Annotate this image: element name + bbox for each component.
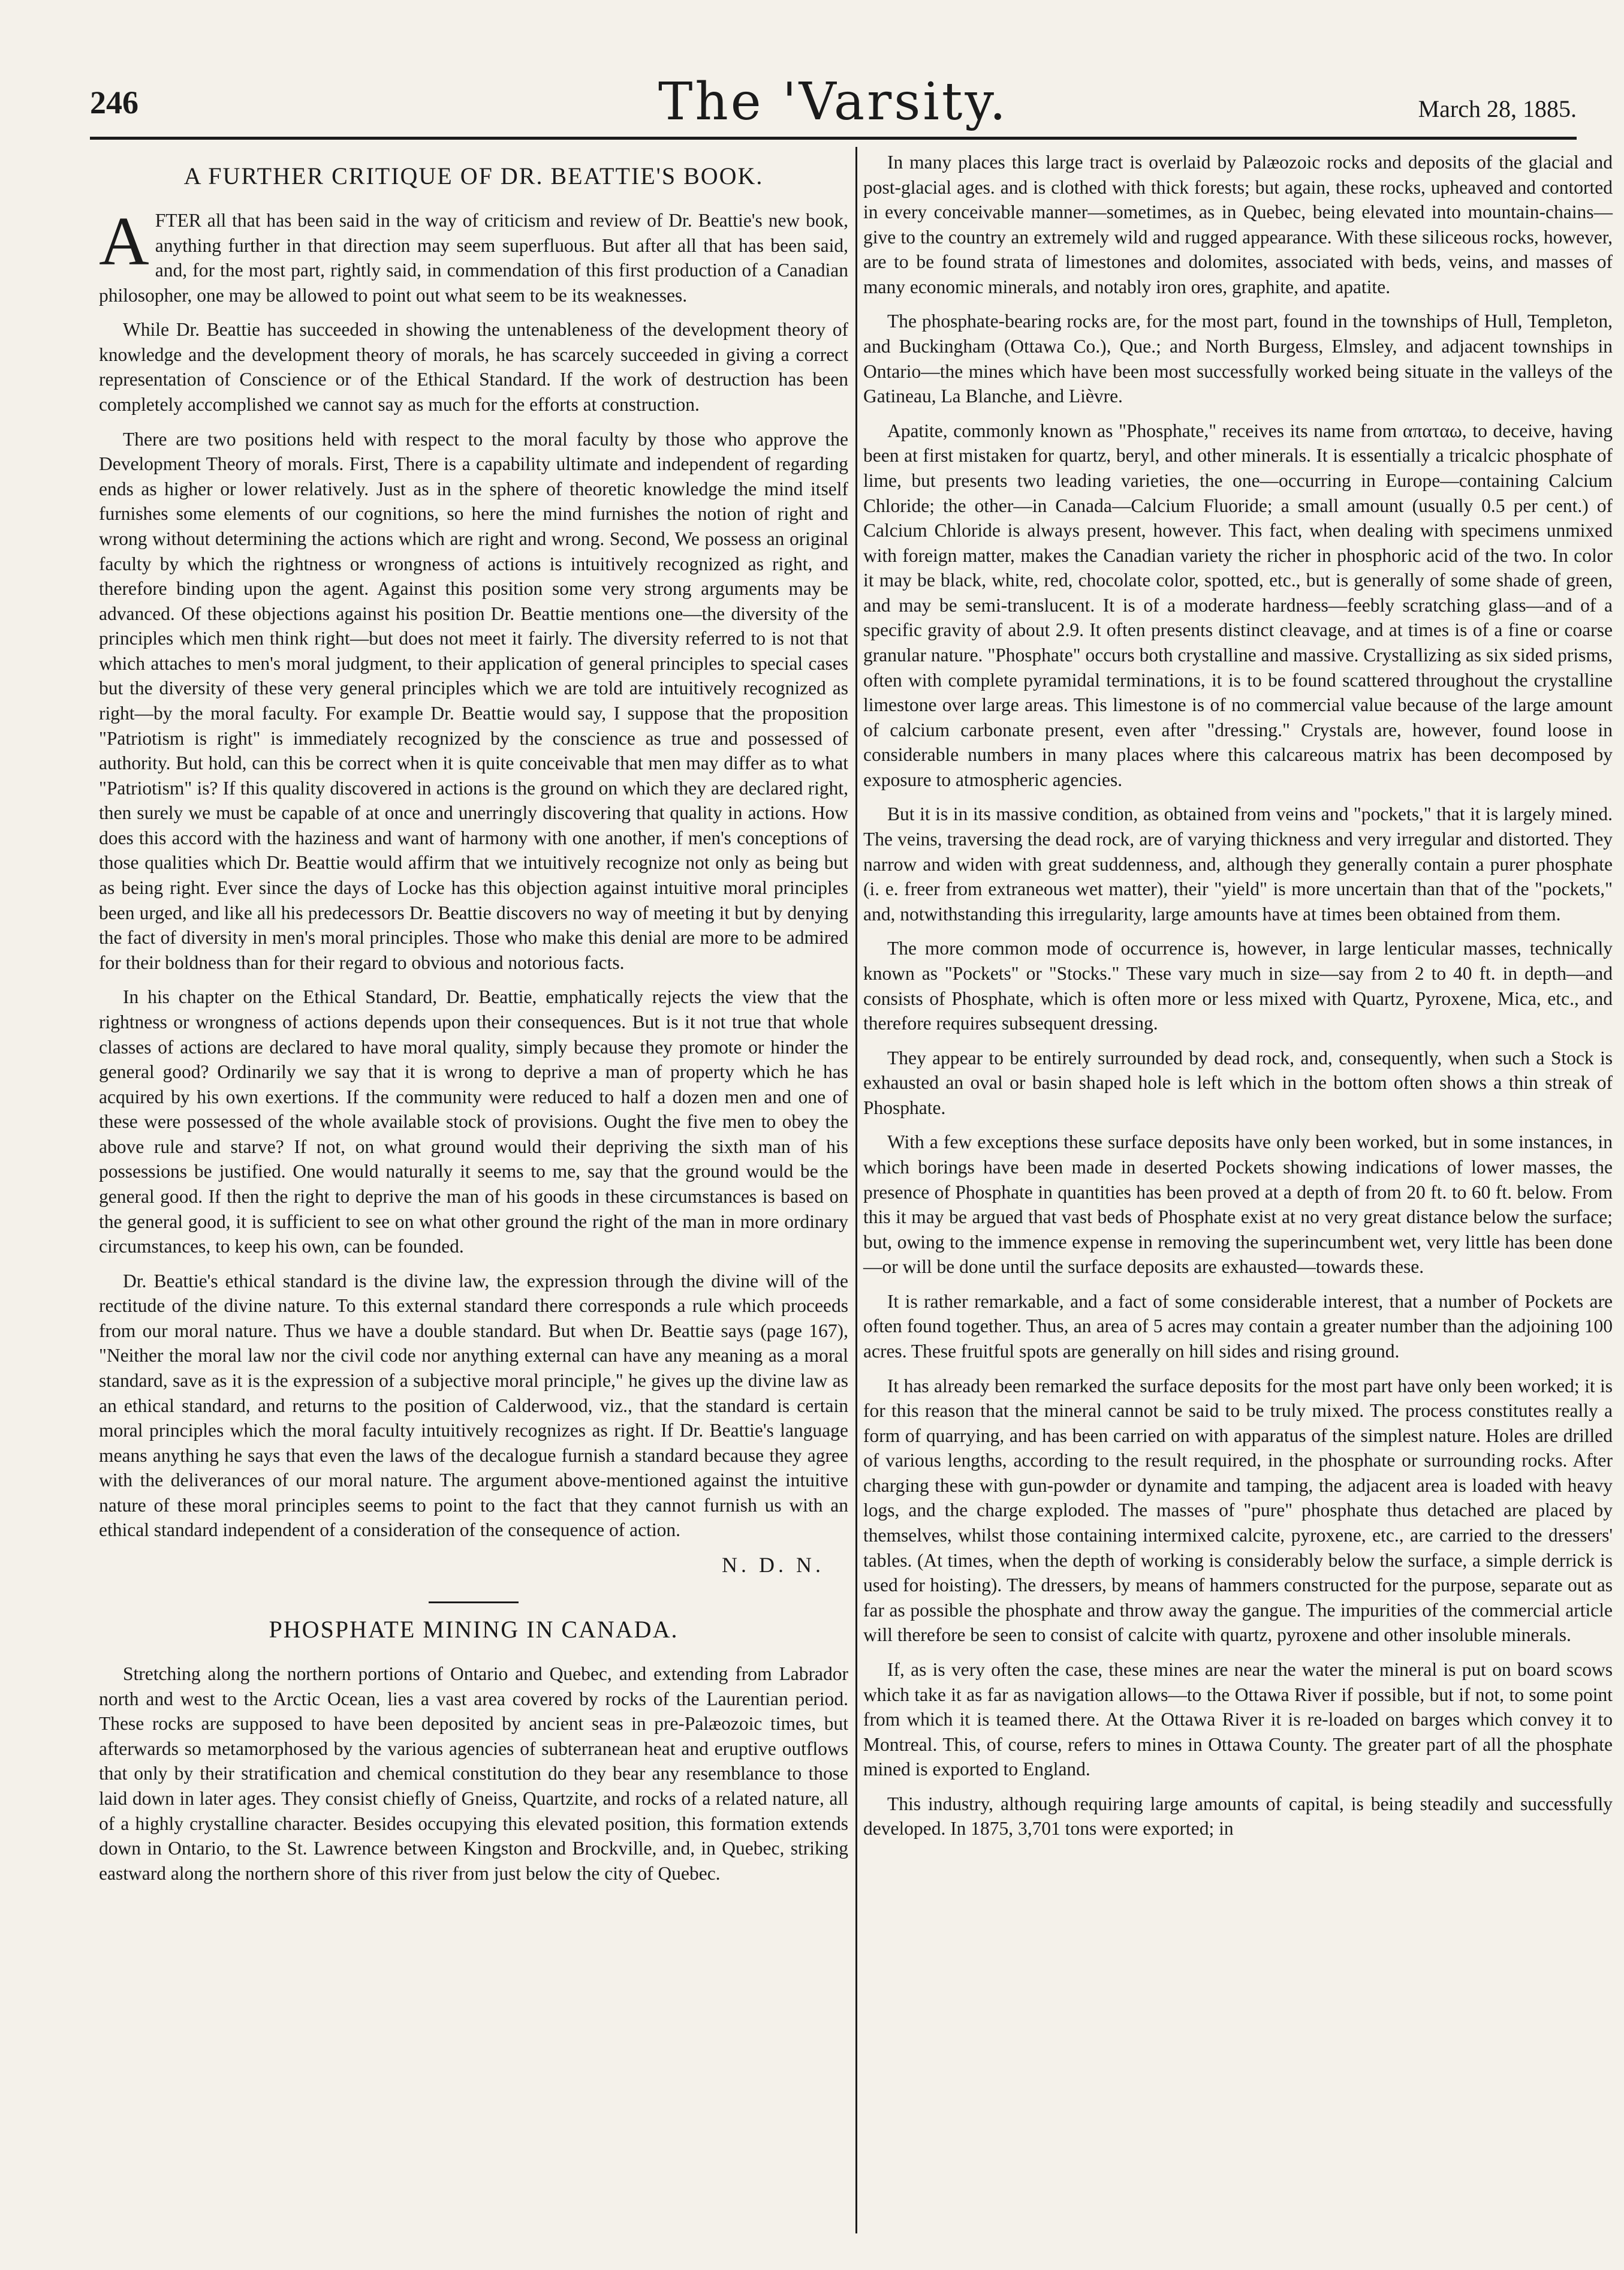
section-rule: [429, 1601, 519, 1603]
article-title: PHOSPHATE MINING IN CANADA.: [269, 1616, 679, 1643]
author-signature: N. D. N.: [722, 1553, 824, 1577]
article-paragraph: It has already been remarked the surface deposits for the most part have only been worked; it is for this reason that the mineral cannot be said to be truly mixed. The process constitutes really a form of quarrying, and has been carried on with apparatus of the simplest nature. Holes are drilled of various lengths, according to the result required, in the phosphate or surrounding rocks. After charging these with gun-powder or dynamite and tamping, the adjacent area is loaded with heavy logs, and the charge exploded. The masses of "pure" phosphate thus detached are placed by themselves, whilst those containing intermixed calcite, pyroxene, etc., are carried to the dressers' tables. (At times, when the depth of working is considerably below the surface, a simple derrick is used for hoisting). The dressers, by means of hammers constructed for the purpose, separate out as far as possible the phosphate and throw away the gangue. The impurities of the commercial article will therefore be seen to consist of calcite with quartz, pyroxene and other insoluble minerals.: [863, 1375, 1613, 1646]
article-paragraph: If, as is very often the case, these mines are near the water the mineral is put on board scows which take it as far as navigation allows—to the Ottawa River if possible, but if not, to some point from which it is teamed there. At the Ottawa River it is re-loaded on barges which convey it to Montreal. This, of course, refers to mines in Ottawa County. The greater part of all the phosphate mined is exported to England.: [863, 1658, 1613, 1780]
page-number: 246: [90, 85, 138, 121]
header-rule: [90, 137, 1577, 140]
article-paragraph: They appear to be entirely surrounded by dead rock, and, consequently, when such a Stock is exhausted an oval or basin shaped hole is left which in the bottom often shows a thin streak of Phosphate.: [863, 1047, 1613, 1118]
left-column: [99, 150, 848, 1895]
article-paragraph: This industry, although requiring large amounts of capital, is being steadily and successfully developed. In 1875, 3,701 tons were exported; in: [863, 1793, 1613, 1840]
article-title: A FURTHER CRITIQUE OF DR. BEATTIE'S BOOK.: [183, 162, 764, 189]
article-paragraph: Stretching along the northern portions of Ontario and Quebec, and extending from Labrador north and west to the Arctic Ocean, lies a vast area covered by rocks of the Laurentian period. These rocks are supposed to have been deposited by ancient seas in pre-Palæozoic times, but afterwards so metamorphosed by the various agencies of subterranean heat and eruptive outflows that only by their stratification and chemical constitution do they bear any resemblance to those laid down in later ages. They consist chiefly of Gneiss, Quartzite, and rocks of a related nature, all of a highly crystalline character. Besides occupying this elevated position, this formation extends down in Ontario, to the St. Lawrence between Kingston and Brockville, and, in Quebec, striking eastward along the northern shore of this river from just below the city of Quebec.: [99, 1663, 848, 1884]
right-column: [863, 150, 1613, 1851]
article-paragraph: There are two positions held with respect to the moral faculty by those who approve the Development Theory of morals. First, There is a capability ultimate and independent of regarding ends as higher or lower relatively. Just as in the sphere of theoretic knowledge the mind itself furnishes some elements of our cognitions, so here the mind furnishes the notion of right and wrong without determining the actions which are right and wrong. Second, We possess an original faculty by which the rightness or wrongness of actions is intuitively recognized as right, and therefore binding upon the agent. Against this position some very strong arguments may be advanced. Of these objections against his position Dr. Beattie mentions one—the diversity of the principles which men think right—but does not meet it fairly. The diversity referred to is not that which attaches to men's moral judgment, to their application of general principles to special cases but the diversity of these very general principles which we are told are intuitively recognized as right—by the moral faculty. For example Dr. Beattie would say, I suppose that the proposition "Patriotism is right" is immediately recognized by the conscience as true and possessed of authority. But hold, can this be correct when it is quite conceivable that men may differ as to what "Patriotism" is? If this quality discovered in actions is the ground on which they are declared right, then surely we must be capable of at once and unerringly discovering that quality in actions. How does this accord with the haziness and want of harmony with one another, if men's conceptions of those qualities which Dr. Beattie would affirm that we intuitively recognize not only as being but as being right. Ever since the days of Locke has this objection against intuitive moral principles been urged, and like all his predecessors Dr. Beattie discovers no way of meeting it but by denying the fact of diversity in men's moral principles. Those who make this denial are more to be admired for their boldness than for their regard to obvious and notorious facts.: [99, 428, 848, 973]
masthead: The 'Varsity.: [658, 72, 1008, 132]
article-paragraph: It is rather remarkable, and a fact of some considerable interest, that a number of Pockets are often found together. Thus, an area of 5 acres may contain a greater number than the adjoining 100 acres. These fruitful spots are generally on hill sides and rising ground.: [863, 1290, 1613, 1362]
article-paragraph: While Dr. Beattie has succeeded in showing the untenableness of the development theory of knowledge and the development theory of morals, he has scarcely succeeded in giving a correct representation of Conscience or of the Ethical Standard. If the work of destruction has been completely accomplished we cannot say as much for the efforts at construction.: [99, 319, 848, 416]
article-paragraph: In many places this large tract is overlaid by Palæozoic rocks and deposits of the glacial and post-glacial ages. and is clothed with thick forests; but again, these rocks, upheaved and contorted in every conceivable manner—sometimes, as in Quebec, being elevated into mountain-chains—give to the country an extremely wild and rugged appearance. With these siliceous rocks, however, are to be found strata of limestones and dolomites, associated with beds, veins, and masses of many economic minerals, and notably iron ores, graphite, and apatite.: [863, 152, 1613, 297]
article-paragraph: Dr. Beattie's ethical standard is the divine law, the expression through the divine will of the rectitude of the divine nature. To this external standard there corresponds a rule which proceeds from our moral nature. Thus we have a double standard. But when Dr. Beattie says (page 167), "Neither the moral law nor the civil code nor anything external can have any meaning as a moral standard, save as it is the expression of a subjective moral principle," he gives up the divine law as an ethical standard, and returns to the position of Calderwood, viz., that the standard is certain moral principles which the moral faculty intuitively recognizes as right. If Dr. Beattie's language means anything he says that even the laws of the decalogue furnish a standard because they agree with the deliverances of our moral nature. The argument above-mentioned against the intuitive nature of these moral principles seems to point to the fact that they cannot furnish us with an ethical standard independent of a consideration of the consequence of action.: [99, 1270, 848, 1541]
article-paragraph: The more common mode of occurrence is, however, in large lenticular masses, technically known as "Pockets" or "Stocks." These vary much in size—say from 2 to 40 ft. in depth—and consists of Phosphate, which is often more or less mixed with Quartz, Pyroxene, Mica, etc., and therefore requires subsequent dressing.: [863, 938, 1613, 1034]
article-paragraph: Apatite, commonly known as "Phosphate," receives its name from απαταω, to deceive, having been at first mistaken for quartz, beryl, and other minerals. It is essentially a tricalcic phosphate of lime, but presents two leading varieties, the one—occurring in Europe—containing Calcium Chloride; the other—in Canada—Calcium Fluoride; a small amount (usually 0.5 per cent.) of Calcium Chloride is always present, however. This fact, when dealing with specimens unmixed with foreign matter, makes the Canadian variety the richer in phosphoric acid of the two. In color it may be black, white, red, chocolate color, spotted, etc., but is generally of some shade of green, and may be semi-translucent. It is of a moderate hardness—feebly scratching glass—and of a specific gravity of about 2.9. It often presents distinct cleavage, and at times is of a fine or coarse granular nature. "Phosphate" occurs both crystalline and massive. Crystallizing as six sided prisms, often with complete pyramidal terminations, it is to be found scattered throughout the crystalline limestone over large areas. This limestone is of no commercial value because of the large amount of calcium carbonate present, even after "dressing." Crystals are, however, found loose in considerable numbers in many places where this calcareous matrix has been decomposed by exposure to atmospheric agencies.: [863, 420, 1613, 790]
column-divider: [855, 147, 857, 2233]
drop-cap: A: [99, 203, 149, 280]
article-paragraph: But it is in its massive condition, as obtained from veins and "pockets," that it is largely mined. The veins, traversing the dead rock, are of varying thickness and very irregular and distorted. They narrow and widen with great suddenness, and, although they generally contain a purer phosphate (i. e. freer from extraneous wet matter), their "yield" is more uncertain than that of the "pockets," and, notwithstanding this irregularity, large amounts have at times been obtained from them.: [863, 803, 1613, 925]
running-head: [90, 72, 1577, 138]
article-paragraph: The phosphate-bearing rocks are, for the most part, found in the townships of Hull, Templeton, and Buckingham (Ottawa Co.), Que.; and North Burgess, Elmsley, and adjacent townships in Ontario—the mines which have been most successfully worked being situate in the valleys of the Gatineau, La Blanche, and Lièvre.: [863, 311, 1613, 407]
article-paragraph: AFTER all that has been said in the way of criticism and review of Dr. Beattie's new book, anything further in that direction may seem superfluous. But after all that has been said, and, for the most part, rightly said, in commendation of this first production of a Canadian philosopher, one may be allowed to point out what seem to be its weaknesses.: [99, 203, 848, 306]
article-paragraph: In his chapter on the Ethical Standard, Dr. Beattie, emphatically rejects the view that the rightness or wrongness of actions depends upon their consequences. But is it not true that whole classes of actions are declared to have moral quality, simply because they promote or hinder the general good? Ordinarily we say that it is wrong to deprive a man of property which he has acquired by his own exertions. If the community were reduced to half a dozen men and one of these were possessed of the whole available stock of provisions. Ought the five men to obey the above rule and starve? If not, on what ground would their depriving the sixth man of his possessions be justified. One would naturally it seems to me, say that the ground would be the general good. If then the right to deprive the man of his goods in these circumstances is based on the general good, it is sufficient to see on what other ground the right of the man in more ordinary circumstances, to keep his own, can be founded.: [99, 986, 848, 1257]
issue-date: March 28, 1885.: [1418, 95, 1577, 122]
article-paragraph: With a few exceptions these surface deposits have only been worked, but in some instances, in which borings have been made in deserted Pockets showing indications of lower masses, the presence of Phosphate in quantities has been proved at a depth of from 20 ft. to 60 ft. below. From this it may be argued that vast beds of Phosphate exist at no very great distance below the surface; but, owing to the immence expense in removing the superincumbent wet, very little has been done—or will be done until the surface deposits are exhausted—towards these.: [863, 1131, 1613, 1278]
